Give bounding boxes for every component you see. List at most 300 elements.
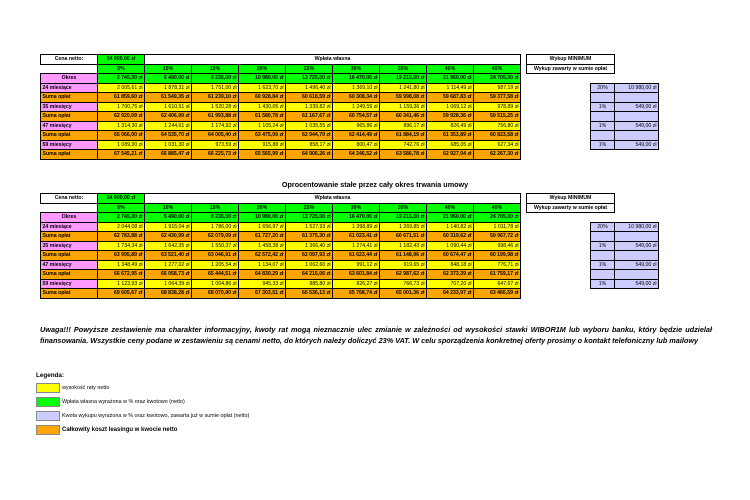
rate-cell: 707,20 zł <box>427 279 474 289</box>
sum-cell: 62 783,88 zł <box>98 232 145 242</box>
legend-label: Kwota wykupu wyrażona w % oraz kwotowo, zawarta już w sumie opłat (netto) <box>62 413 250 419</box>
spacer <box>527 102 591 112</box>
table-row <box>41 93 659 103</box>
table1-percent-row <box>41 64 659 74</box>
rate-cell: 742,76 zł <box>380 140 427 150</box>
table-row <box>41 222 659 232</box>
disclaimer-note: Uwaga!!! Powyższe zestawienie ma charakter informacyjny, kwoty rat mogą nieznacznie ulec zmianie w zależności od wysokości stawki WIBOR1M lub wyboru banku, który będzie udzielał finansowania. Wszystkie ceny podane w zestawieniu są cenami netto, do których należy doliczyć 23% VAT. W celu sporządzenia konkretnej oferty prosimy o kontakt telefoniczny lub mailowy <box>40 325 712 345</box>
wykup-pct: 1% <box>591 102 615 112</box>
wykup-val <box>615 270 659 280</box>
sum-cell: 59 967,72 zł <box>474 232 521 242</box>
rate-cell: 945,33 zł <box>239 279 286 289</box>
sum-cell: 62 414,49 zł <box>333 131 380 141</box>
table-row <box>41 140 659 150</box>
spacer <box>527 260 591 270</box>
table-row <box>41 112 659 122</box>
legend-swatch-blue <box>36 411 60 421</box>
rate-cell: 1 458,38 zł <box>239 241 286 251</box>
sum-cell: 59 928,36 zł <box>427 112 474 122</box>
okres-value: 8 235,00 zł <box>192 213 239 223</box>
sum-cell: 62 927,04 zł <box>427 150 474 160</box>
row-label: Suma opłat <box>41 270 98 280</box>
wykup-val <box>615 232 659 242</box>
sum-cell: 68 838,28 zł <box>145 289 192 299</box>
wykup-zawarty-label: Wykup zawarty w sumie opłat <box>527 203 615 213</box>
row-label: 24 miesiące <box>41 83 98 93</box>
cena-netto-label: Cena netto: <box>41 55 98 65</box>
sum-cell: 61 993,88 zł <box>192 112 239 122</box>
sum-cell: 66 225,73 zł <box>192 150 239 160</box>
rate-cell: 1 527,93 zł <box>286 222 333 232</box>
wykup-val: 549,00 zł <box>615 241 659 251</box>
rate-cell: 998,46 zł <box>474 241 521 251</box>
rate-cell: 1 205,54 zł <box>192 260 239 270</box>
rate-cell: 766,73 zł <box>380 279 427 289</box>
row-label: Suma opłat <box>41 289 98 299</box>
row-label: 35 miesięcy <box>41 241 98 251</box>
empty-cell <box>41 64 98 74</box>
sum-cell: 62 572,42 zł <box>239 251 286 261</box>
wykup-pct <box>591 232 615 242</box>
spacer <box>615 289 659 299</box>
rate-cell: 1 090,44 zł <box>427 241 474 251</box>
sum-cell: 61 727,20 zł <box>239 232 286 242</box>
legend-swatch-orange <box>36 425 60 435</box>
okres-value: 13 725,00 zł <box>286 213 333 223</box>
wykup-pct: 1% <box>591 140 615 150</box>
sum-cell: 60 823,58 zł <box>474 131 521 141</box>
sum-cell: 61 549,35 zł <box>145 93 192 103</box>
rate-cell: 1 035,55 zł <box>286 121 333 131</box>
sum-cell: 60 671,51 zł <box>380 232 427 242</box>
leasing-table-1 <box>40 54 659 160</box>
okres-value: 2 745,00 zł <box>98 74 145 84</box>
sum-cell: 64 906,26 zł <box>286 150 333 160</box>
sum-cell: 63 586,78 zł <box>380 150 427 160</box>
rate-cell: 1 244,61 zł <box>145 121 192 131</box>
sum-cell: 63 521,40 zł <box>145 251 192 261</box>
percent-cell: 40% <box>427 64 474 74</box>
section-title: Oprocentowanie stałe przez cały okres trwania umowy <box>281 180 469 189</box>
percent-cell: 10% <box>145 64 192 74</box>
rate-cell: 1 123,93 zł <box>98 279 145 289</box>
row-label: 59 miesięcy <box>41 140 98 150</box>
percent-cell: 15% <box>192 64 239 74</box>
table-row <box>41 150 659 160</box>
rate-cell: 1 064,39 zł <box>145 279 192 289</box>
wykup-pct <box>591 270 615 280</box>
rate-cell: 858,17 zł <box>286 140 333 150</box>
rate-cell: 1 314,30 zł <box>98 121 145 131</box>
table-row <box>41 241 659 251</box>
rate-cell: 1 734,34 zł <box>98 241 145 251</box>
spacer <box>527 93 591 103</box>
sum-cell: 60 319,62 zł <box>427 232 474 242</box>
row-label: 24 miesiące <box>41 222 98 232</box>
percent-cell: 25% <box>286 64 333 74</box>
okres-value: 13 725,00 zł <box>286 74 333 84</box>
sum-cell: 69 605,67 zł <box>98 289 145 299</box>
sum-cell: 61 023,41 zł <box>333 232 380 242</box>
rate-cell: 1 339,82 zł <box>286 102 333 112</box>
percent-cell: 45% <box>474 203 521 213</box>
table-row <box>41 131 659 141</box>
sum-cell: 67 303,51 zł <box>239 289 286 299</box>
rate-cell: 1 174,92 zł <box>192 121 239 131</box>
row-label: 47 miesięcy <box>41 260 98 270</box>
rate-cell: 1 878,31 zł <box>145 83 192 93</box>
table-row <box>41 102 659 112</box>
wykup-pct <box>591 93 615 103</box>
sum-cell: 63 995,89 zł <box>98 251 145 261</box>
sum-cell: 62 267,30 zł <box>474 150 521 160</box>
rate-cell: 1 751,00 zł <box>192 83 239 93</box>
table-row <box>41 121 659 131</box>
sum-cell: 65 444,51 zł <box>192 270 239 280</box>
sum-cell: 65 768,74 zł <box>333 289 380 299</box>
percent-cell: 5% <box>98 64 145 74</box>
sum-cell: 61 884,19 zł <box>380 131 427 141</box>
rate-cell: 896,17 zł <box>380 121 427 131</box>
cena-netto-value: 54 900,00 zł <box>98 55 145 65</box>
rate-cell: 1 520,28 zł <box>192 102 239 112</box>
legend-item <box>36 397 249 407</box>
sum-cell: 62 920,09 zł <box>98 112 145 122</box>
spacer <box>527 112 591 122</box>
wykup-val: 549,00 zł <box>615 121 659 131</box>
rate-cell: 1 700,75 zł <box>98 102 145 112</box>
row-label: 47 miesięcy <box>41 121 98 131</box>
legend-label: Całkowity koszt leasingu w kwocie netto <box>62 427 178 433</box>
rate-cell: 1 069,12 zł <box>427 102 474 112</box>
okres-value: 19 215,00 zł <box>380 74 427 84</box>
sum-cell: 63 046,91 zł <box>192 251 239 261</box>
sum-cell: 67 545,21 zł <box>98 150 145 160</box>
wykup-pct: 1% <box>591 260 615 270</box>
cena-netto-label: Cena netto: <box>41 194 98 204</box>
rate-cell: 685,05 zł <box>427 140 474 150</box>
sum-cell: 61 759,17 zł <box>474 270 521 280</box>
rate-cell: 1 277,02 zł <box>145 260 192 270</box>
percent-cell: 35% <box>380 203 427 213</box>
sum-cell: 64 216,06 zł <box>286 270 333 280</box>
okres-value: 5 490,00 zł <box>145 213 192 223</box>
rate-cell: 1 031,30 zł <box>145 140 192 150</box>
sum-cell: 63 601,84 zł <box>333 270 380 280</box>
sum-cell: 60 308,34 zł <box>333 93 380 103</box>
sum-cell: 64 830,29 zł <box>239 270 286 280</box>
sum-cell: 59 515,25 zł <box>474 112 521 122</box>
rate-cell: 756,80 zł <box>474 121 521 131</box>
spacer <box>527 270 591 280</box>
row-label: Suma opłat <box>41 251 98 261</box>
okres-value: 16 470,00 zł <box>333 213 380 223</box>
rate-cell: 2 005,61 zł <box>98 83 145 93</box>
legend-swatch-green <box>36 397 60 407</box>
wykup-val <box>615 131 659 141</box>
rate-cell: 776,71 zł <box>474 260 521 270</box>
okres-value: 10 980,00 zł <box>239 74 286 84</box>
row-label: 35 miesięcy <box>41 102 98 112</box>
table1-header-row <box>41 55 659 65</box>
wykup-val <box>615 93 659 103</box>
sum-cell: 68 070,90 zł <box>192 289 239 299</box>
rate-cell: 826,49 zł <box>427 121 474 131</box>
rate-cell: 885,80 zł <box>286 279 333 289</box>
rate-cell: 1 269,85 zł <box>380 222 427 232</box>
okres-value: 21 960,00 zł <box>427 213 474 223</box>
spacer <box>527 74 591 84</box>
sum-cell: 62 430,99 zł <box>145 232 192 242</box>
rate-cell: 1 610,51 zł <box>145 102 192 112</box>
sum-cell: 59 687,83 zł <box>427 93 474 103</box>
rate-cell: 1 011,78 zł <box>474 222 521 232</box>
rate-cell: 647,67 zł <box>474 279 521 289</box>
sum-cell: 60 618,59 zł <box>286 93 333 103</box>
rate-cell: 1 430,05 zł <box>239 102 286 112</box>
sum-cell: 59 998,08 zł <box>380 93 427 103</box>
sum-cell: 61 239,10 zł <box>192 93 239 103</box>
row-label: Suma opłat <box>41 150 98 160</box>
wykup-pct <box>591 131 615 141</box>
okres-label: Okres <box>41 213 98 223</box>
sum-cell: 66 672,95 zł <box>98 270 145 280</box>
okres-value: 10 980,00 zł <box>239 213 286 223</box>
legend-label: wysokość raty netto <box>62 385 110 391</box>
percent-cell: 5% <box>98 203 145 213</box>
rate-cell: 1 182,43 zł <box>380 241 427 251</box>
table1-okres-row <box>41 74 659 84</box>
row-label: Suma opłat <box>41 232 98 242</box>
sum-cell: 61 580,78 zł <box>239 112 286 122</box>
sum-cell: 62 987,62 zł <box>380 270 427 280</box>
table-row <box>41 270 659 280</box>
rate-cell: 1 786,00 zł <box>192 222 239 232</box>
rate-cell: 848,18 zł <box>427 260 474 270</box>
percent-cell: 45% <box>474 64 521 74</box>
rate-cell: 1 089,00 zł <box>98 140 145 150</box>
sum-cell: 59 377,58 zł <box>474 93 521 103</box>
legend-swatch-yellow <box>36 383 60 393</box>
table-row <box>41 83 659 93</box>
percent-cell: 15% <box>192 203 239 213</box>
wykup-zawarty-label: Wykup zawarty w sumie opłat <box>527 64 615 74</box>
percent-cell: 20% <box>239 203 286 213</box>
rate-cell: 1 159,36 zł <box>380 102 427 112</box>
rate-cell: 1 348,49 zł <box>98 260 145 270</box>
okres-value: 19 215,00 zł <box>380 213 427 223</box>
spacer <box>591 150 615 160</box>
wykup-pct: 20% <box>591 222 615 232</box>
wplata-wlasna-header: Wpłata własna <box>145 194 521 204</box>
sum-cell: 60 754,57 zł <box>333 112 380 122</box>
spacer <box>527 140 591 150</box>
sum-cell: 62 097,93 zł <box>286 251 333 261</box>
wykup-pct: 1% <box>591 279 615 289</box>
wykup-val: 549,00 zł <box>615 260 659 270</box>
wplata-wlasna-header: Wpłata własna <box>145 55 521 65</box>
table-row <box>41 232 659 242</box>
sum-cell: 62 373,39 zł <box>427 270 474 280</box>
legend-title: Legenda: <box>36 372 64 379</box>
table-block-1 <box>40 54 659 160</box>
spacer <box>527 241 591 251</box>
percent-cell: 30% <box>333 203 380 213</box>
rate-cell: 1 369,10 zł <box>333 83 380 93</box>
empty-cell <box>41 203 98 213</box>
sum-cell: 61 375,30 zł <box>286 232 333 242</box>
rate-cell: 987,19 zł <box>474 83 521 93</box>
sum-cell: 64 233,97 zł <box>427 289 474 299</box>
spacer <box>527 213 591 223</box>
sum-cell: 65 066,00 zł <box>98 131 145 141</box>
sum-cell: 64 005,40 zł <box>192 131 239 141</box>
row-label: 59 miesięcy <box>41 279 98 289</box>
legend-item <box>36 383 249 393</box>
wykup-pct <box>591 251 615 261</box>
percent-cell: 25% <box>286 203 333 213</box>
spacer <box>527 251 591 261</box>
wykup-val: 549,00 zł <box>615 140 659 150</box>
wykup-pct <box>591 112 615 122</box>
table2-percent-row <box>41 203 659 213</box>
percent-cell: 20% <box>239 64 286 74</box>
okres-value: 5 490,00 zł <box>145 74 192 84</box>
row-label: Suma opłat <box>41 112 98 122</box>
rate-cell: 826,27 zł <box>333 279 380 289</box>
rate-cell: 1 656,97 zł <box>239 222 286 232</box>
okres-value: 8 235,00 zł <box>192 74 239 84</box>
rate-cell: 1 004,86 zł <box>192 279 239 289</box>
rate-cell: 2 044,08 zł <box>98 222 145 232</box>
sum-cell: 65 001,36 zł <box>380 289 427 299</box>
rate-cell: 800,47 zł <box>333 140 380 150</box>
okres-value: 24 705,00 zł <box>474 74 521 84</box>
rate-cell: 1 105,24 zł <box>239 121 286 131</box>
table2-okres-row <box>41 213 659 223</box>
sum-cell: 61 353,89 zł <box>427 131 474 141</box>
legend-label: Wpłata własna wyrażona w % oraz kwotowo (netto) <box>62 399 185 405</box>
spacer <box>527 150 591 160</box>
sum-cell: 62 944,79 zł <box>286 131 333 141</box>
wykup-val: 549,00 zł <box>615 279 659 289</box>
rate-cell: 1 623,70 zł <box>239 83 286 93</box>
sum-cell: 61 623,44 zł <box>333 251 380 261</box>
table-row <box>41 260 659 270</box>
spacer <box>591 74 615 84</box>
legend-item <box>36 425 249 435</box>
rate-cell: 1 062,60 zł <box>286 260 333 270</box>
rate-cell: 1 915,04 zł <box>145 222 192 232</box>
sum-cell: 60 928,84 zł <box>239 93 286 103</box>
rate-cell: 627,34 zł <box>474 140 521 150</box>
leasing-table-2 <box>40 193 659 299</box>
percent-cell: 30% <box>333 64 380 74</box>
spacer <box>527 289 591 299</box>
spacer <box>527 121 591 131</box>
wykup-pct: 20% <box>591 83 615 93</box>
wykup-val <box>615 112 659 122</box>
rate-cell: 1 398,89 zł <box>333 222 380 232</box>
row-label: Suma opłat <box>41 93 98 103</box>
percent-cell: 40% <box>427 203 474 213</box>
table2-header-row <box>41 194 659 204</box>
rate-cell: 1 496,40 zł <box>286 83 333 93</box>
wykup-val <box>615 251 659 261</box>
sum-cell: 60 674,47 zł <box>427 251 474 261</box>
table-row <box>41 289 659 299</box>
sum-cell: 61 148,96 zł <box>380 251 427 261</box>
sum-cell: 61 859,60 zł <box>98 93 145 103</box>
rate-cell: 1 642,35 zł <box>145 241 192 251</box>
okres-value: 2 745,00 zł <box>98 213 145 223</box>
sum-cell: 65 565,99 zł <box>239 150 286 160</box>
rate-cell: 1 550,37 zł <box>192 241 239 251</box>
percent-cell: 35% <box>380 64 427 74</box>
sum-cell: 64 246,52 zł <box>333 150 380 160</box>
rate-cell: 973,59 zł <box>192 140 239 150</box>
percent-cell: 10% <box>145 203 192 213</box>
spacer <box>591 213 615 223</box>
sum-cell: 63 475,09 zł <box>239 131 286 141</box>
rate-cell: 1 249,59 zł <box>333 102 380 112</box>
spacer <box>527 131 591 141</box>
rate-cell: 1 134,07 zł <box>239 260 286 270</box>
rate-cell: 991,12 zł <box>333 260 380 270</box>
table-block-2 <box>40 193 659 299</box>
rate-cell: 915,88 zł <box>239 140 286 150</box>
wykup-pct: 1% <box>591 121 615 131</box>
rate-cell: 919,65 zł <box>380 260 427 270</box>
wykup-pct: 1% <box>591 241 615 251</box>
spacer <box>615 150 659 160</box>
sum-cell: 61 167,67 zł <box>286 112 333 122</box>
okres-value: 21 960,00 zł <box>427 74 474 84</box>
table-row <box>41 251 659 261</box>
wykup-val: 549,00 zł <box>615 102 659 112</box>
sum-cell: 66 885,47 zł <box>145 150 192 160</box>
rate-cell: 965,86 zł <box>333 121 380 131</box>
table-row <box>41 279 659 289</box>
sum-cell: 66 058,73 zł <box>145 270 192 280</box>
okres-label: Okres <box>41 74 98 84</box>
sum-cell: 62 406,99 zł <box>145 112 192 122</box>
spacer <box>527 83 591 93</box>
row-label: Suma opłat <box>41 131 98 141</box>
sum-cell: 60 199,98 zł <box>474 251 521 261</box>
spacer <box>591 289 615 299</box>
wykup-minimum-header: Wykup MINIMUM <box>527 55 615 65</box>
wykup-val: 10 980,00 zł <box>615 83 659 93</box>
wykup-minimum-header: Wykup MINIMUM <box>527 194 615 204</box>
sum-cell: 66 536,13 zł <box>286 289 333 299</box>
sum-cell: 63 466,59 zł <box>474 289 521 299</box>
rate-cell: 1 114,49 zł <box>427 83 474 93</box>
rate-cell: 1 140,82 zł <box>427 222 474 232</box>
cena-netto-value: 54 900,00 zł <box>98 194 145 204</box>
rate-cell: 978,89 zł <box>474 102 521 112</box>
spacer <box>527 232 591 242</box>
spacer <box>527 222 591 232</box>
rate-cell: 1 366,40 zł <box>286 241 333 251</box>
rate-cell: 1 274,41 zł <box>333 241 380 251</box>
spacer <box>527 279 591 289</box>
okres-value: 24 705,00 zł <box>474 213 521 223</box>
sum-cell: 60 341,46 zł <box>380 112 427 122</box>
okres-value: 16 470,00 zł <box>333 74 380 84</box>
sum-cell: 62 079,09 zł <box>192 232 239 242</box>
legend-item <box>36 411 249 421</box>
